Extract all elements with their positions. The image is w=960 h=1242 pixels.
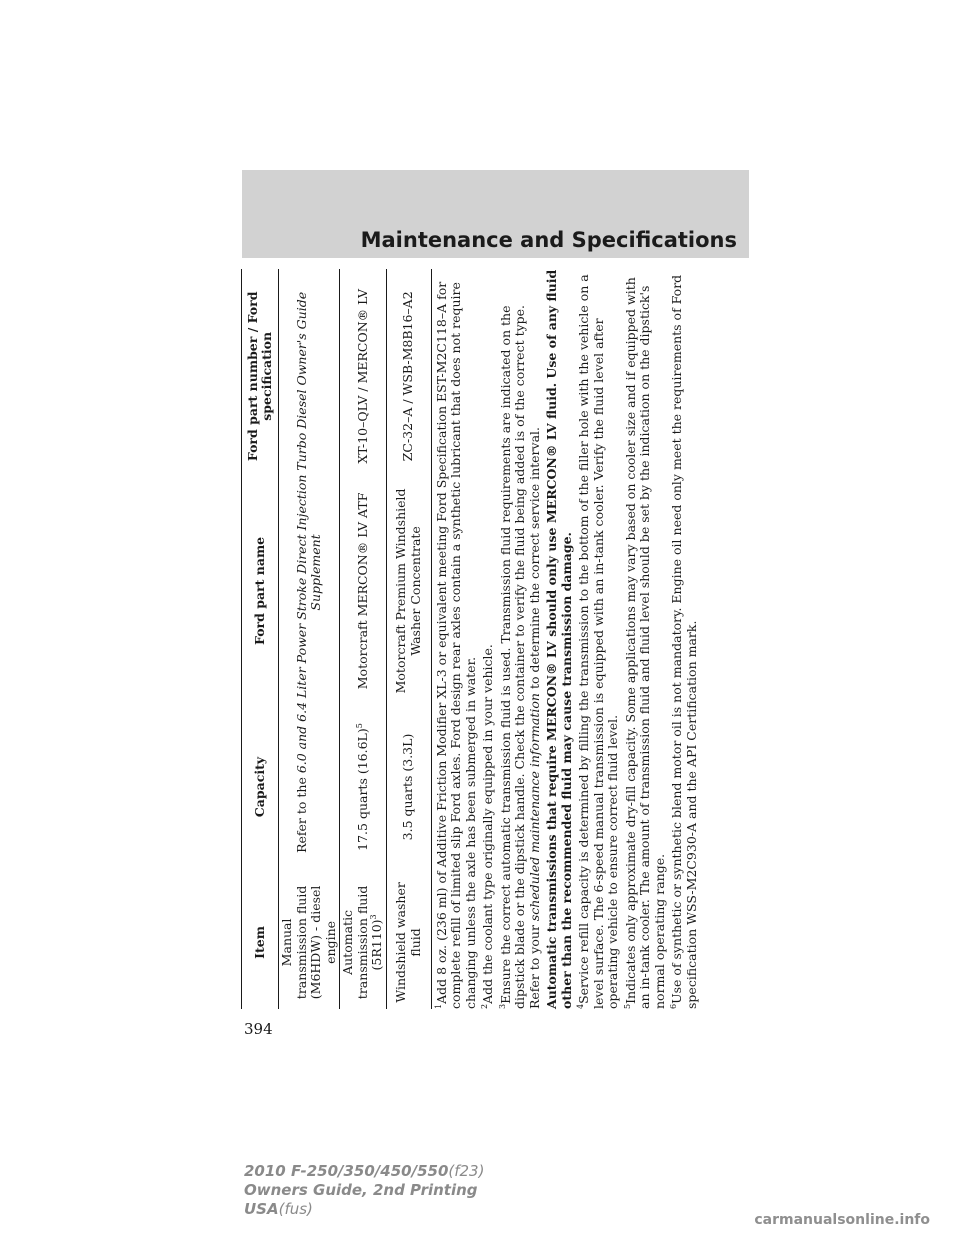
table-cell-capacity: 17.5 quarts $(16.6L)^5$ xyxy=(340,698,387,876)
table-cell-part-number: ZC-32–A / WSB-M8B16–A2 xyxy=(386,269,431,484)
column-header-item: Item xyxy=(242,876,279,1009)
footnote-3: $^3$Ensure the correct automatic transmission fluid is used. Transmission fluid requirements are indicated on the dipstick blade or the dipstick handle. Check the container to verify the fluid being added is of the correct type. Refer to your scheduled maintenance information to determine the correct service interval. xyxy=(497,304,542,1009)
document-footer xyxy=(244,1162,484,1219)
refer-prefix: Refer to the xyxy=(293,773,309,853)
column-header-part-name: Ford part name xyxy=(242,484,279,699)
transmission-warning: Automatic transmissions that require MERCON® LV should only use MERCON® LV fluid. Use of any fluid other than the recommended fluid may cause transmission damage. xyxy=(544,269,574,1009)
footnote-6: $^6$Use of synthetic or synthetic blend motor oil is not mandatory. Engine oil need only meet the requirements of Ford specification WSS-M2C930-A and the API Certification mark. xyxy=(668,274,699,1009)
table-cell-part-name: Motorcraft Premium Windshield Washer Concentrate xyxy=(386,484,431,699)
table-header-row xyxy=(242,269,279,1009)
table-row xyxy=(279,269,340,1009)
footer-line-market: USA(fus) xyxy=(244,1200,313,1218)
page-number: 394 xyxy=(244,1020,273,1038)
table-cell-refer xyxy=(279,269,340,876)
footnotes xyxy=(435,269,700,1009)
table-row xyxy=(386,269,431,1009)
table-cell-part-name: Motorcraft MERCON® LV ATF xyxy=(340,484,387,699)
footnote-2: $^2$Add the coolant type originally equipped in your vehicle. xyxy=(479,644,495,1009)
site-watermark: carmanualsonline.info xyxy=(754,1212,930,1228)
table-cell-capacity: 3.5 quarts (3.3L) xyxy=(386,698,431,876)
refer-supplement-title: 6.0 and 6.4 Liter Power Stroke Direct Injection Turbo Diesel Owner's Guide Supplement xyxy=(293,291,323,774)
column-header-capacity: Capacity xyxy=(242,698,279,876)
table-cell-item: Windshield washer fluid xyxy=(386,876,431,1009)
table-cell-item: Manual transmission fluid (M6HDW) - diesel engine xyxy=(279,876,340,1009)
section-title: Maintenance and Specifications xyxy=(360,228,737,252)
rotated-content xyxy=(241,269,755,1009)
fluid-spec-table xyxy=(241,269,432,1009)
footnote-1: $^1$Add 8 oz. (236 ml) of Additive Friction Modifier XL-3 or equivalent meeting Ford Specification EST-M2C118–A for complete refill of limited slip Ford axles. Ford design rear axles contain a synthetic lubricant that does not require changing unless the axle has been submerged in water. xyxy=(433,281,478,1009)
footer-line-guide: Owners Guide, 2nd Printing xyxy=(244,1181,478,1199)
footnote-4: $^4$Service refill capacity is determined by filling the transmission to the bottom of the filler hole with the vehicle on a level surface. The 6-speed manual transmission is equipped with an in-tank cooler. Verify the fluid level after operating vehicle to ensure correct fluid level. xyxy=(575,274,620,1009)
table-cell-part-number: XT-10–QLV / MERCON® LV xyxy=(340,269,387,484)
footer-line-model: 2010 F-250/350/450/550(f23) xyxy=(244,1162,485,1180)
section-header-band xyxy=(242,170,749,258)
table-row xyxy=(340,269,387,1009)
footnote-ref: 3 xyxy=(368,914,378,920)
table-cell-item: Automatic transmission fluid $(5R110)^3$ xyxy=(340,876,387,1009)
footnote-5: $^5$Indicates only approximate dry-fill capacity. Some applications may vary based on cooler size and if equipped with an in-tank cooler. The amount of transmission fluid and fluid level should be set by the indication on the dipstick's normal operating range. xyxy=(622,277,667,1009)
column-header-part-number: Ford part number / Ford specification xyxy=(242,269,279,484)
footnote-ref: 5 xyxy=(354,723,364,729)
